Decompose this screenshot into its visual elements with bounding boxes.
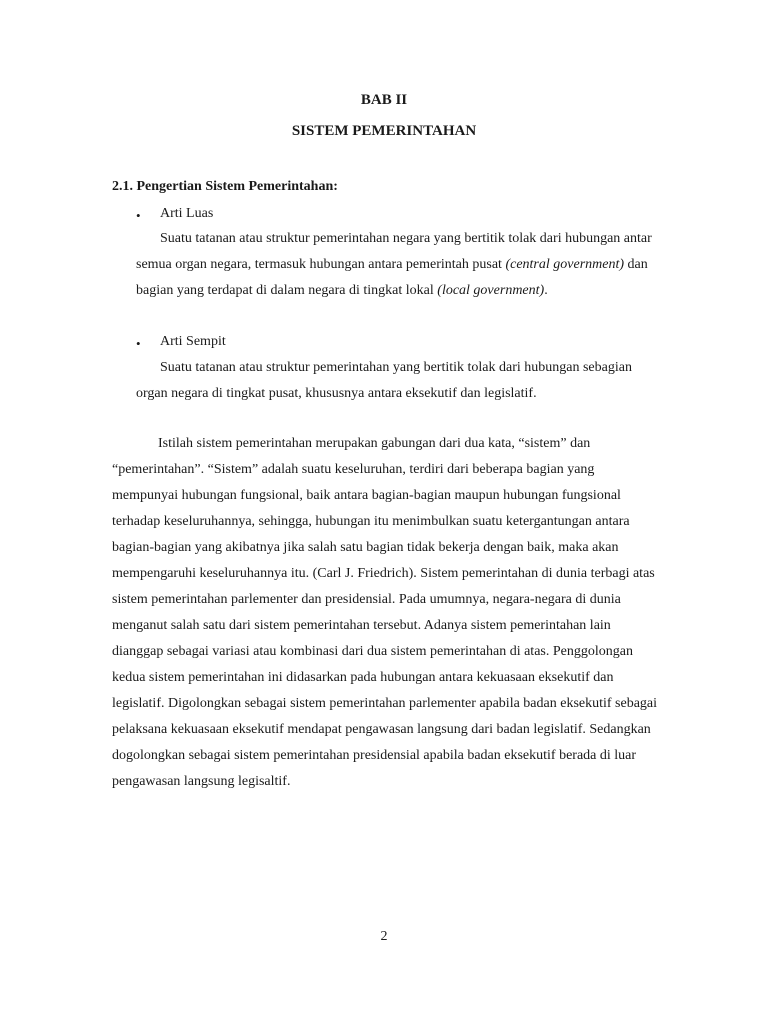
item-body-italic: (central government) [505, 257, 625, 272]
bullet-icon: • [136, 336, 141, 351]
item-body: Suatu tatanan atau struktur pemerintahan yang bertitik tolak dari hubungan sebagian organ negara di tingkat pusat, khususnya antara eksekutif dan legislatif. [136, 360, 632, 401]
item-body-text: Suatu tatanan atau struktur pemerintahan negara yang bertitik tolak dari hubungan antar semua organ negara, termasuk hubungan antara pemerintah pusat [136, 231, 652, 272]
item-label: Arti Sempit [160, 334, 226, 349]
item-body-text: dan bagian yang terdapat di dalam negara di tingkat lokal [136, 257, 648, 298]
bullet-icon: • [136, 208, 141, 223]
page-number: 2 [380, 929, 388, 944]
item-body [136, 226, 658, 304]
item-body-italic: (local government) [437, 283, 545, 298]
chapter-label: BAB II [360, 92, 408, 108]
item-label: Arti Luas [160, 206, 214, 221]
main-paragraph: Istilah sistem pemerintahan merupakan gabungan dari dua kata, “sistem” dan “pemerintahan”. “Sistem” adalah suatu keseluruhan, terdiri dari beberapa bagian yang mempunyai hubungan fungsional, baik antara bagian-bagian maupun hubungan fungsional terhadap keseluruhannya, sehingga, hubungan itu menimbulkan suatu ketergantungan antara bagian-bagian yang akibatnya jika salah satu bagian tidak bekerja dengan baik, maka akan mempengaruhi keseluruhannya itu. (Carl J. Friedrich). Sistem pemerintahan di dunia terbagi atas sistem pemerintahan parlementer dan presidensial. Pada umumnya, negara-negara di dunia menganut salah satu dari sistem pemerintahan tersebut. Adanya sistem pemerintahan lain dianggap sebagai variasi atau kombinasi dari dua sistem pemerintahan di atas. Penggolongan kedua sistem pemerintahan ini didasarkan pada hubungan antara kekuasaan eksekutif dan legislatif. Digolongkan sebagai sistem pemerintahan parlementer apabila badan eksekutif sebagai pelaksana kekuasaan eksekutif mendapat pengawasan langsung dari badan legislatif. Sedangkan dogolongkan sebagai sistem pemerintahan presidensial apabila badan eksekutif berada di luar pengawasan langsung legisaltif. [112, 436, 658, 789]
item-body-text: . [544, 283, 548, 298]
section-heading: 2.1. Pengertian Sistem Pemerintahan: [112, 179, 338, 194]
chapter-title: SISTEM PEMERINTAHAN [291, 123, 477, 139]
